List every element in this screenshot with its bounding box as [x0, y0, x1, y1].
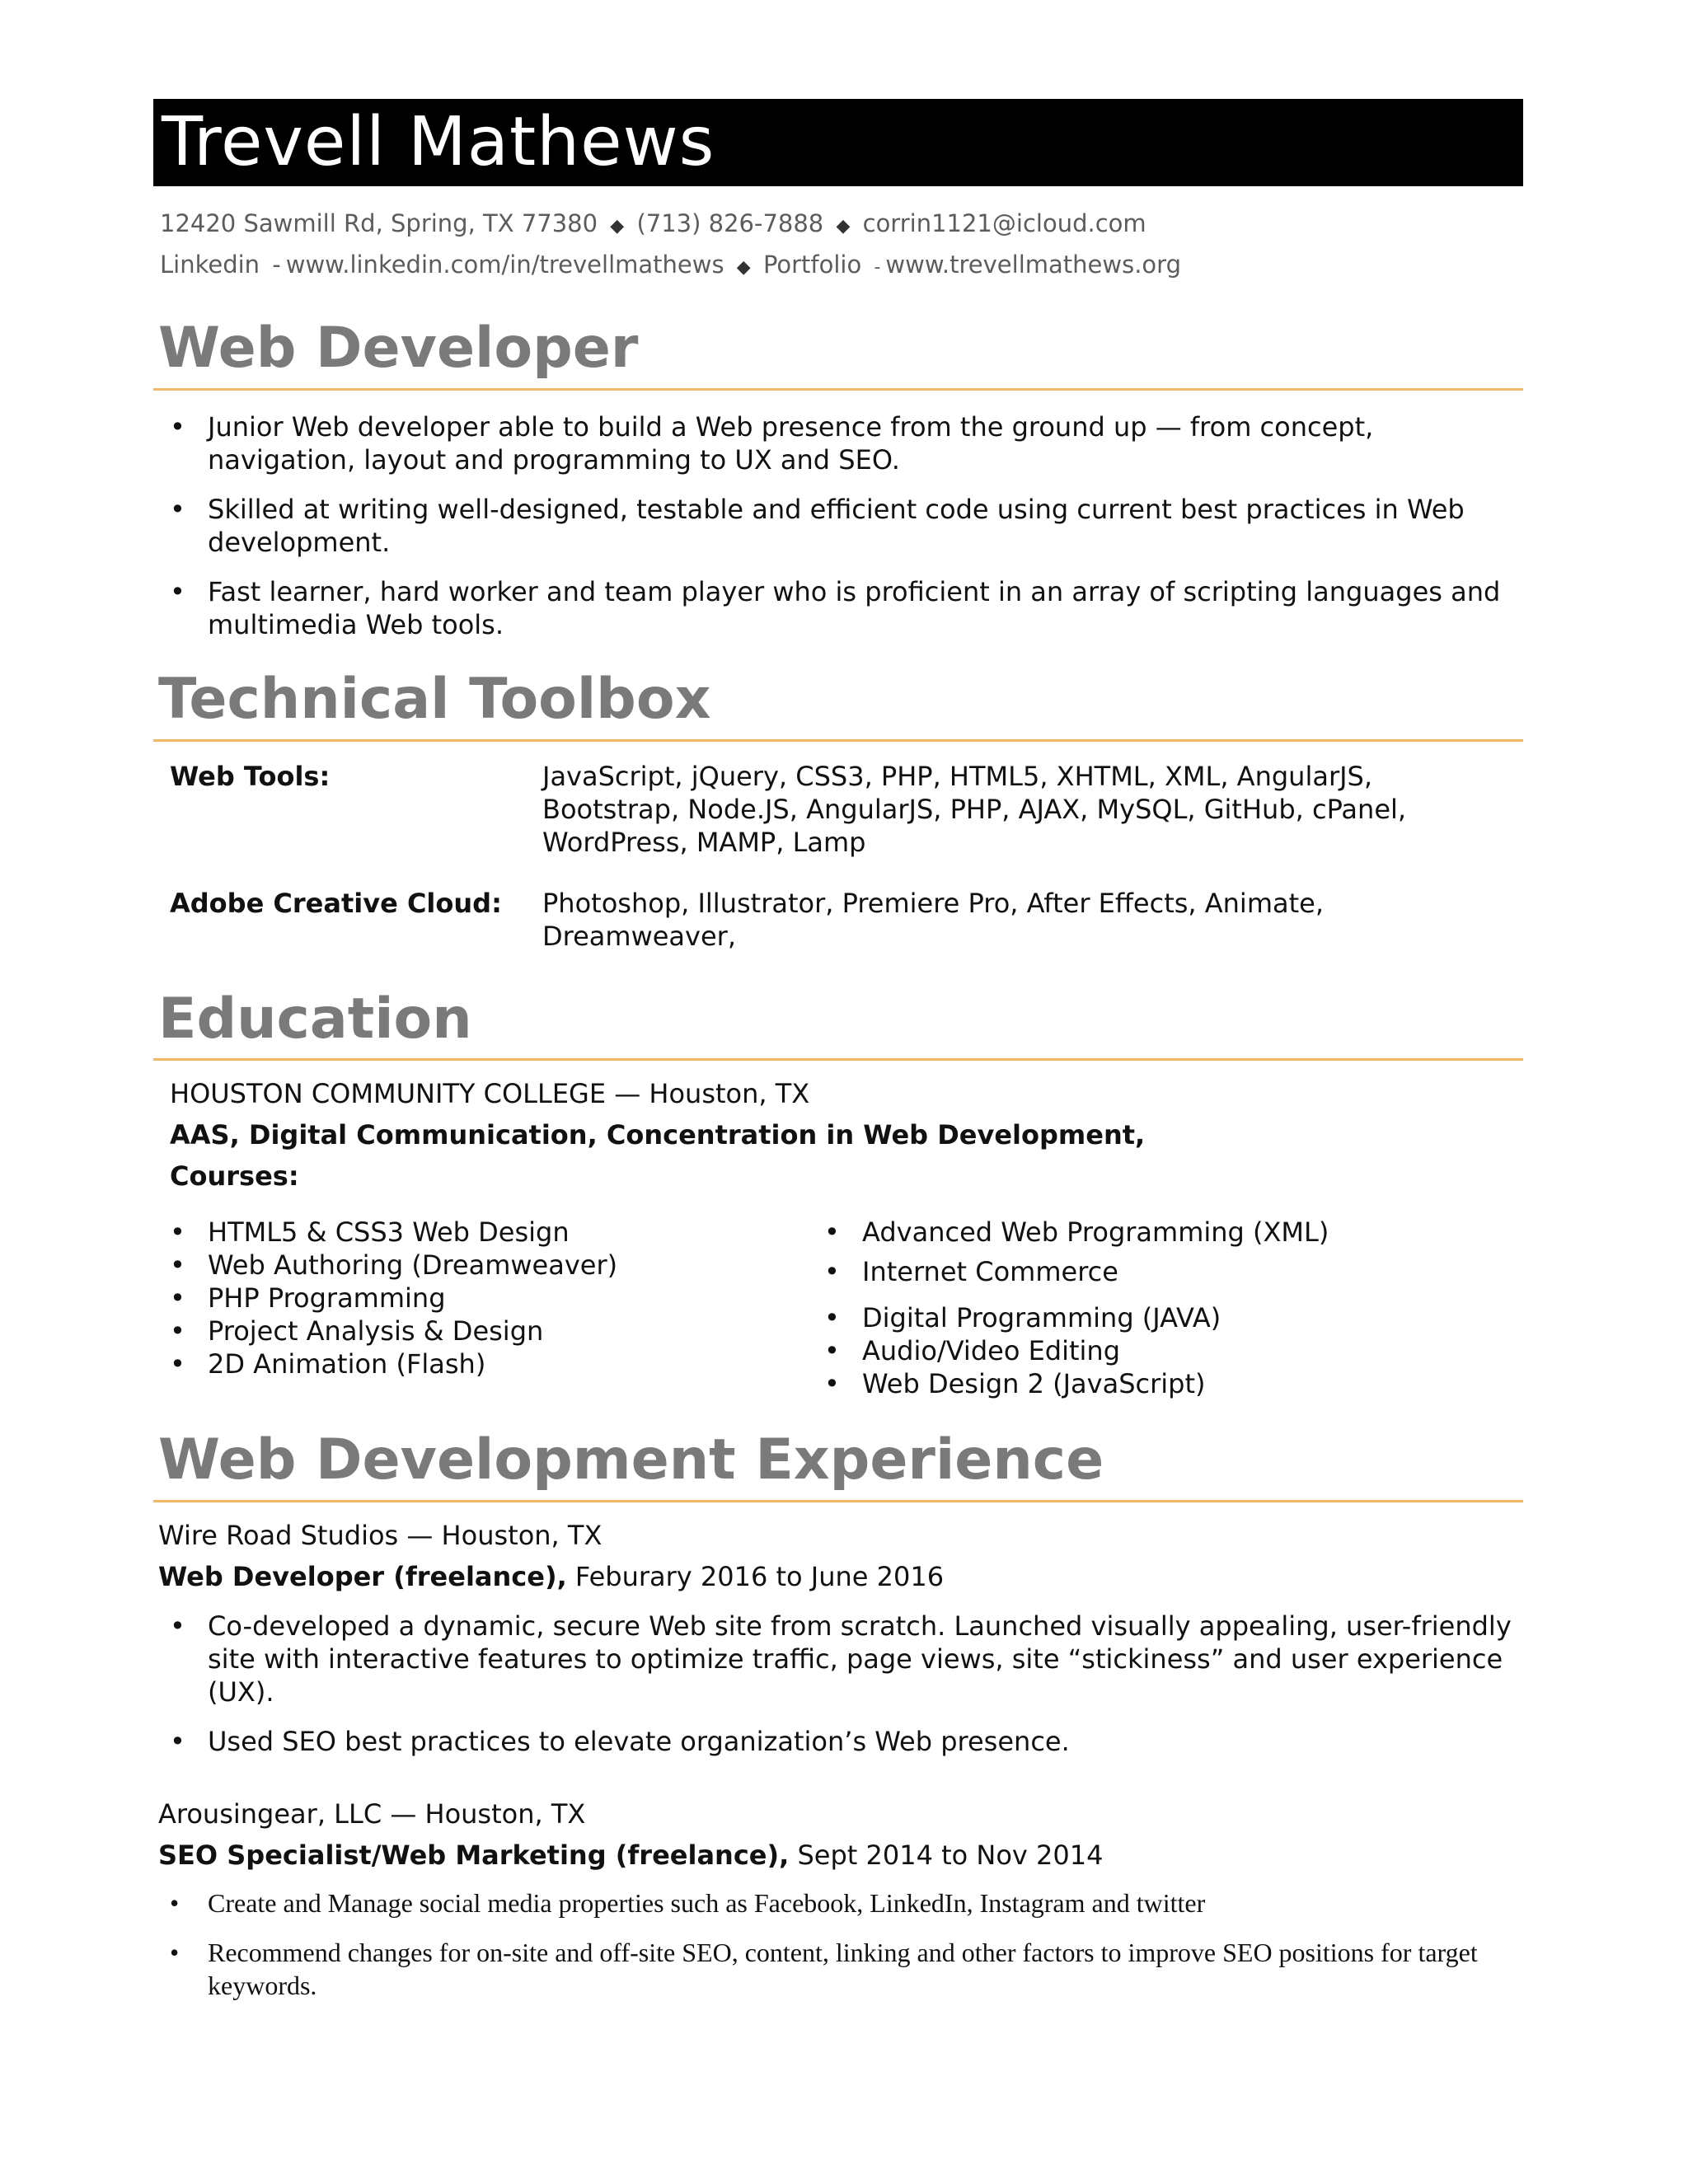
bullet-icon: • — [170, 1216, 185, 1249]
courses-list-left — [153, 1216, 808, 1380]
list-item: • Web Authoring (Dreamweaver) — [170, 1249, 618, 1282]
list-item: • Junior Web developer able to build a Web presence from the ground up — from concept, navigation, layout and programming to UX and SEO. — [170, 410, 1374, 476]
section-title-toolbox: Technical Toolbox — [158, 666, 711, 732]
list-item: • Used SEO best practices to elevate organization’s Web presence. — [170, 1726, 1070, 1758]
degree: AAS, Digital Communication, Concentration in Web Development, — [170, 1119, 1146, 1151]
list-item: • Fast learner, hard worker and team player who is proficient in an array of scripting languages and multimedia Web tools. — [170, 575, 1501, 640]
list-item: • Web Design 2 (JavaScript) — [824, 1368, 1206, 1400]
list-item: • Create and Manage social media properties such as Facebook, LinkedIn, Instagram and twitter — [170, 1888, 1206, 1919]
bullet-icon: • — [170, 1888, 180, 1919]
section-title-experience: Web Development Experience — [158, 1427, 1104, 1493]
school-name: HOUSTON COMMUNITY COLLEGE — Houston, TX — [170, 1078, 810, 1110]
bullet-icon: • — [824, 1368, 840, 1400]
bullet-icon: • — [170, 1315, 185, 1347]
address: 12420 Sawmill Rd, Spring, TX 77380 — [160, 209, 598, 237]
job-company: Wire Road Studios — Houston, TX — [158, 1520, 603, 1552]
bullet-icon: • — [824, 1256, 840, 1288]
bullet-icon: • — [170, 1282, 185, 1315]
bullet-icon: • — [170, 493, 185, 525]
job-dates: Sept 2014 to Nov 2014 — [797, 1840, 1104, 1872]
courses-column-left — [153, 1216, 808, 1400]
dash: - — [874, 257, 881, 278]
job-role: SEO Specialist/Web Marketing (freelance), — [158, 1840, 790, 1872]
list-item: • PHP Programming — [170, 1282, 446, 1315]
section-divider — [153, 739, 1523, 742]
list-item: • HTML5 & CSS3 Web Design — [170, 1216, 570, 1249]
section-divider — [153, 1058, 1523, 1061]
list-item: • Recommend changes for on-site and off-site SEO, content, linking and other factors to improve SEO positions for target keywords. — [170, 1938, 1478, 2001]
bullet-icon: • — [824, 1216, 840, 1249]
section-divider — [153, 388, 1523, 391]
diamond-separator-icon: ◆ — [736, 257, 751, 278]
toolbox-value: JavaScript, jQuery, CSS3, PHP, HTML5, XHTML, XML, AngularJS, Bootstrap, Node.JS, AngularJS, PHP, AJAX, MySQL, GitHub, cPanel, WordPress, MAMP, Lamp — [542, 760, 1407, 858]
candidate-name: Trevell Mathews — [162, 103, 715, 181]
summary-list — [153, 410, 1523, 641]
linkedin-url: www.linkedin.com/in/trevellmathews — [285, 251, 724, 279]
summary-section — [153, 318, 1523, 641]
section-title-education: Education — [158, 986, 472, 1052]
courses-column-right — [808, 1216, 1462, 1400]
bullet-icon: • — [170, 1938, 180, 1968]
bullet-icon: • — [824, 1335, 840, 1367]
list-item: • Digital Programming (JAVA) — [824, 1302, 1221, 1334]
courses-list-right — [808, 1216, 1462, 1400]
diamond-separator-icon: ◆ — [610, 216, 625, 237]
list-item: • Internet Commerce — [824, 1256, 1118, 1288]
section-divider — [153, 1500, 1523, 1502]
bullet-icon: • — [824, 1302, 840, 1334]
toolbox-label: Adobe Creative Cloud: — [170, 887, 502, 919]
experience-section — [153, 1427, 1523, 2002]
job-entry — [153, 1519, 1523, 1758]
list-item: • Skilled at writing well-designed, testable and efficient code using current best practices in Web development. — [170, 493, 1465, 558]
bullet-icon: • — [170, 1726, 185, 1758]
resume-page — [153, 99, 1523, 2018]
linkedin-label: Linkedin — [160, 251, 260, 279]
contact-info — [153, 204, 1523, 287]
list-item: • Advanced Web Programming (XML) — [824, 1216, 1329, 1249]
toolbox-section — [153, 666, 1523, 953]
toolbox-value: Photoshop, Illustrator, Premiere Pro, After Effects, Animate, Dreamweaver, — [542, 887, 1324, 952]
list-item: • Project Analysis & Design — [170, 1315, 544, 1347]
bullet-icon: • — [170, 1348, 185, 1380]
job-dates: Feburary 2016 to June 2016 — [574, 1561, 945, 1593]
list-item: • Co-developed a dynamic, secure Web site from scratch. Launched visually appealing, user-friendly site with interactive features to optimize traffic, page views, site “stickiness” and user experience (UX). — [170, 1610, 1512, 1708]
contact-line-1 — [160, 204, 1523, 246]
list-item: • 2D Animation (Flash) — [170, 1348, 486, 1380]
toolbox-label: Web Tools: — [170, 760, 331, 792]
portfolio-url: www.trevellmathews.org — [885, 251, 1181, 279]
job-company: Arousingear, LLC — Houston, TX — [158, 1798, 586, 1830]
list-item: • Audio/Video Editing — [824, 1335, 1121, 1367]
diamond-separator-icon: ◆ — [836, 216, 851, 237]
job-entry — [153, 1797, 1523, 2002]
job-bullets — [153, 1886, 1523, 2002]
education-section — [153, 986, 1523, 1401]
bullet-icon: • — [170, 1249, 185, 1282]
email: corrin1121@icloud.com — [862, 209, 1146, 237]
job-role-line — [153, 1560, 1523, 1593]
job-bullets — [153, 1610, 1523, 1758]
toolbox-row-adobe — [153, 887, 1523, 953]
section-title-summary: Web Developer — [158, 316, 639, 381]
bullet-icon: • — [170, 410, 185, 443]
toolbox-row-web-tools — [153, 760, 1523, 859]
contact-line-2 — [160, 246, 1523, 287]
name-banner — [153, 99, 1523, 186]
job-role: Web Developer (freelance), — [158, 1561, 567, 1593]
portfolio-label: Portfolio — [762, 251, 862, 279]
phone: (713) 826-7888 — [636, 209, 824, 237]
courses-label: Courses: — [170, 1160, 299, 1193]
courses-columns — [153, 1216, 1523, 1400]
job-role-line — [153, 1839, 1523, 1872]
bullet-icon: • — [170, 1610, 185, 1643]
dash: - — [272, 251, 281, 279]
bullet-icon: • — [170, 575, 185, 607]
